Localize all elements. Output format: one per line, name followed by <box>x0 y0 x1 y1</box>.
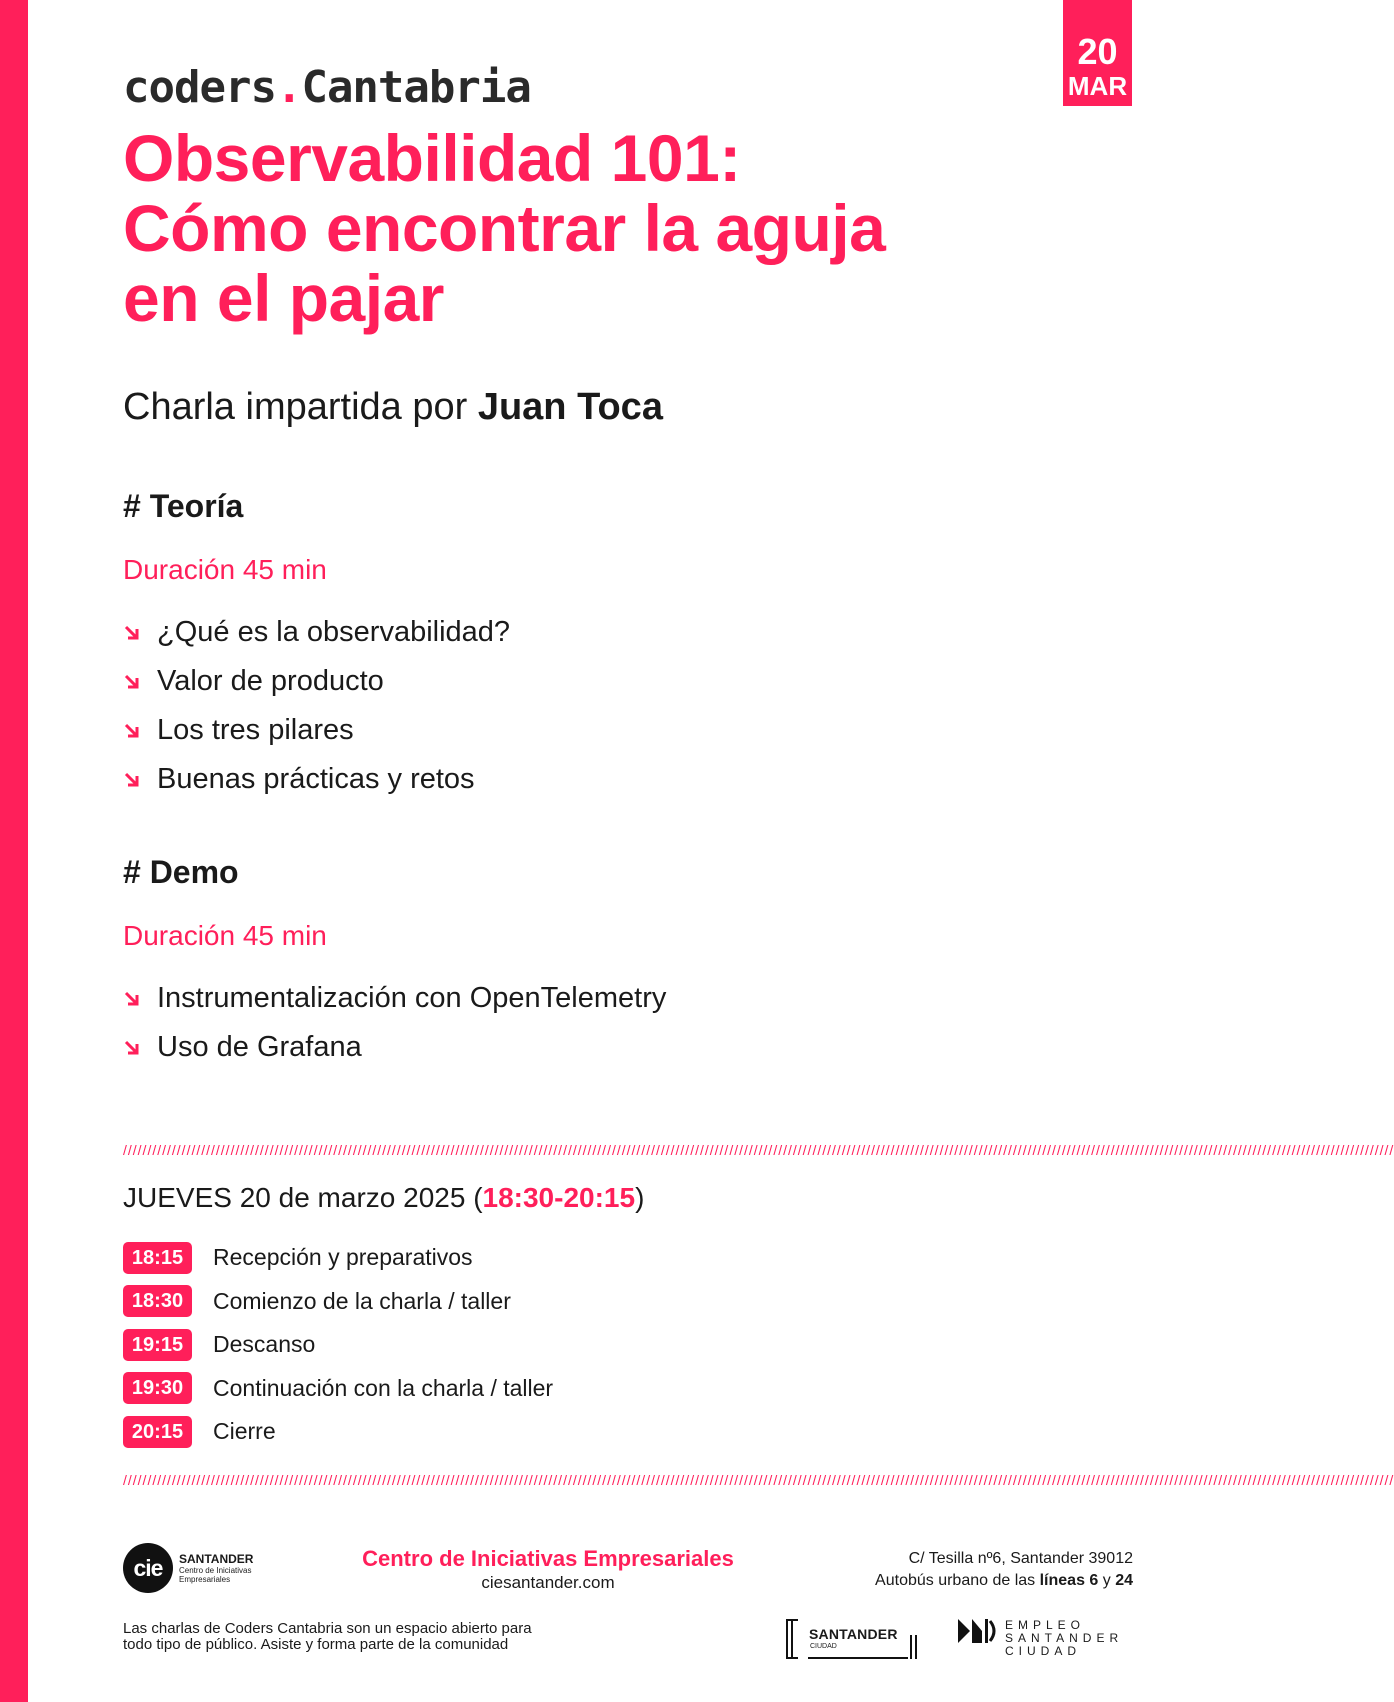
empleo-santander-logo <box>956 1617 1136 1659</box>
list-item <box>123 608 510 657</box>
santander-logo-title: SANTANDER <box>809 1626 898 1642</box>
empleo-line2: SANTANDER <box>1005 1631 1124 1645</box>
title-line-3: en el pajar <box>123 261 444 335</box>
cie-mark: cie <box>123 1543 173 1593</box>
list-item <box>123 974 666 1023</box>
cie-logo-sub2: Empresariales <box>179 1574 231 1584</box>
schedule-desc: Descanso <box>213 1331 316 1358</box>
empleo-logo-mark <box>956 1617 1000 1647</box>
arrow-down-right-icon <box>123 673 141 691</box>
schedule-row <box>123 1367 553 1411</box>
footer-note-line2: todo tipo de público. Asiste y forma parte de la comunidad <box>123 1636 509 1653</box>
empleo-line3: CIUDAD <box>1005 1644 1082 1658</box>
logo-dot: . <box>275 62 302 113</box>
divider-bottom: //////////////////////////////////////////////////////////////////////////////////////////////////////////////////////////////////////////////////////////////////////////////////////////////////////////////////////////////////////////////////////////////////// <box>123 1472 1394 1488</box>
santander-ciudad-logo <box>786 1617 926 1663</box>
cie-logo-sub1: Centro de Iniciativas <box>179 1565 252 1575</box>
bus-and: y <box>1098 1572 1116 1589</box>
bus-line <box>875 1570 1133 1592</box>
footer-note-line1: Las charlas de Coders Cantabria son un espacio abierto para <box>123 1620 532 1637</box>
list-item-label: Instrumentalización con OpenTelemetry <box>157 982 667 1014</box>
section-duration-teoria: Duración 45 min <box>123 554 327 585</box>
schedule-desc: Continuación con la charla / taller <box>213 1374 554 1401</box>
cie-santander-logo <box>123 1543 253 1593</box>
divider-top: //////////////////////////////////////////////////////////////////////////////////////////////////////////////////////////////////////////////////////////////////////////////////////////////////////////////////////////////////////////////////////////////////// <box>123 1142 1394 1158</box>
list-item-label: Uso de Grafana <box>157 1031 362 1063</box>
time-badge: 18:15 <box>123 1242 192 1274</box>
schedule-row <box>123 1236 553 1280</box>
list-item-label: Valor de producto <box>157 665 384 697</box>
footer-note <box>123 1621 663 1653</box>
section-duration-demo: Duración 45 min <box>123 920 327 951</box>
bus-prefix: Autobús urbano de las <box>875 1572 1040 1589</box>
santander-logo-sub: CIUDAD <box>810 1643 837 1650</box>
coders-cantabria-logo <box>123 62 531 113</box>
page-title <box>123 123 1023 333</box>
topic-list-demo <box>123 974 666 1072</box>
list-item-label: Los tres pilares <box>157 714 354 746</box>
date-badge <box>1063 0 1132 106</box>
list-item-label: ¿Qué es la observabilidad? <box>157 616 511 648</box>
list-item <box>123 1023 666 1072</box>
empleo-logo-text <box>1005 1619 1123 1658</box>
left-accent-bar <box>0 0 28 1702</box>
speaker-line <box>123 385 663 429</box>
list-item <box>123 706 510 755</box>
arrow-down-right-icon <box>123 990 141 1008</box>
list-item <box>123 755 510 804</box>
list-item <box>123 657 510 706</box>
address-line: C/ Tesilla nº6, Santander 39012 <box>908 1550 1133 1567</box>
title-line-2: Cómo encontrar la aguja <box>123 191 886 265</box>
topic-list-teoria <box>123 608 510 804</box>
event-date-text: JUEVES 20 de marzo 2025 ( <box>123 1182 483 1213</box>
speaker-prefix: Charla impartida por <box>123 386 478 428</box>
center-name: Centro de Iniciativas Empresariales <box>362 1546 734 1571</box>
bus-lines: líneas 6 <box>1039 1572 1099 1589</box>
bus-line-2: 24 <box>1115 1572 1133 1589</box>
venue-address <box>875 1548 1133 1592</box>
schedule-desc: Recepción y preparativos <box>213 1244 473 1271</box>
arrow-down-right-icon <box>123 624 141 642</box>
time-badge: 18:30 <box>123 1285 192 1317</box>
logo-part2: Cantabria <box>301 62 531 113</box>
time-badge: 19:30 <box>123 1372 192 1404</box>
schedule-row <box>123 1280 553 1324</box>
arrow-down-right-icon <box>123 771 141 789</box>
arrow-down-right-icon <box>123 1039 141 1057</box>
list-item-label: Buenas prácticas y retos <box>157 763 475 795</box>
logo-part1: coders <box>123 62 276 113</box>
schedule-desc: Cierre <box>213 1418 276 1445</box>
schedule-list <box>123 1236 553 1454</box>
center-url-link[interactable]: ciesantander.com <box>481 1573 615 1592</box>
time-badge: 20:15 <box>123 1416 192 1448</box>
schedule-row <box>123 1323 553 1367</box>
event-date-line <box>123 1181 644 1215</box>
schedule-desc: Comienzo de la charla / taller <box>213 1287 511 1314</box>
cie-logo-title: SANTANDER <box>179 1551 254 1566</box>
empleo-line1: EMPLEO <box>1005 1618 1086 1632</box>
speaker-name: Juan Toca <box>477 386 663 428</box>
arrow-down-right-icon <box>123 722 141 740</box>
section-heading-teoria: # Teoría <box>123 488 244 524</box>
event-date-close: ) <box>635 1182 645 1213</box>
section-heading-demo: # Demo <box>123 854 239 890</box>
schedule-row <box>123 1410 553 1454</box>
badge-month: MAR <box>1067 71 1128 101</box>
time-badge: 19:15 <box>123 1329 192 1361</box>
badge-day: 20 <box>1077 31 1118 72</box>
event-time-range: 18:30-20:15 <box>482 1182 636 1213</box>
title-line-1: Observabilidad 101: <box>123 121 741 195</box>
